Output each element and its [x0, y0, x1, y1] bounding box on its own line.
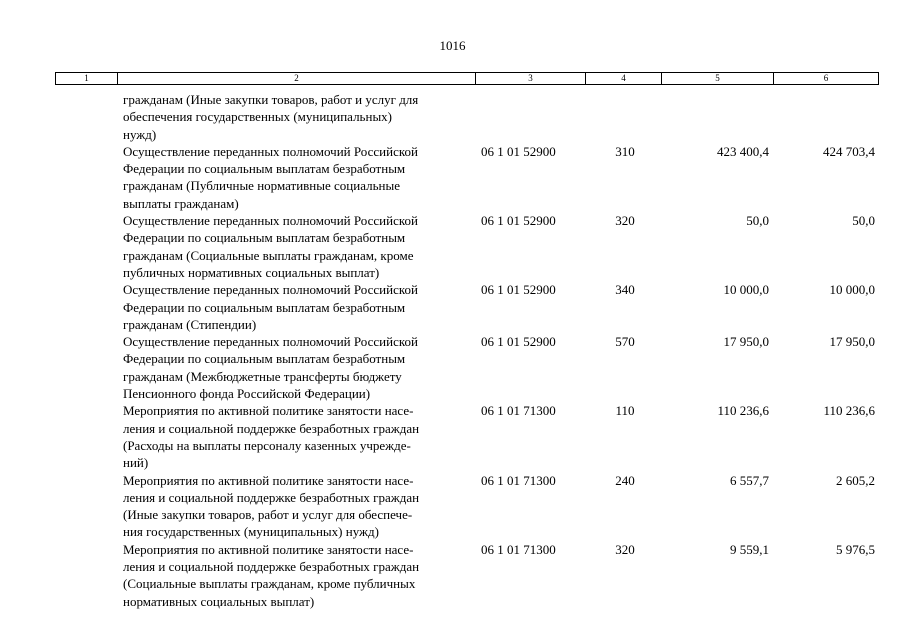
header-col-2: 2	[118, 73, 476, 84]
header-col-3: 3	[476, 73, 586, 84]
row-name: Осуществление переданных полномочий Российской Федерации по социальным выплатам безработным гражданам (Публичные нормативные социальные выплаты гражданам)	[123, 143, 418, 211]
table-row	[55, 541, 879, 610]
table-row	[55, 212, 879, 281]
table-row	[55, 402, 879, 471]
row-code: 06 1 01 52900	[481, 213, 556, 229]
row-code: 06 1 01 71300	[481, 403, 556, 419]
row-expense-type: 110	[615, 403, 635, 419]
row-value-year-2: 5 976,5	[836, 541, 875, 557]
row-value-year-1: 9 559,1	[730, 541, 769, 557]
row-value-year-2: 2 605,2	[836, 472, 875, 488]
table-body	[55, 91, 879, 610]
table-row	[55, 333, 879, 402]
row-value-year-2: 110 236,6	[823, 403, 875, 419]
row-code: 06 1 01 52900	[481, 282, 556, 298]
header-col-6: 6	[823, 73, 829, 83]
row-value-year-2: 10 000,0	[829, 282, 875, 298]
header-col-1: 1	[56, 73, 118, 84]
row-value-year-1: 50,0	[746, 213, 769, 229]
row-expense-type: 310	[615, 143, 635, 159]
row-name: Осуществление переданных полномочий Российской Федерации по социальным выплатам безработным гражданам (Стипендии)	[123, 282, 418, 332]
row-value-year-1: 423 400,4	[717, 143, 769, 159]
row-name: Мероприятия по активной политике занятости насе- ления и социальной поддержке безработных граждан (Иные закупки товаров, работ и услуг для обеспече- ния государственных (муниципальных) нужд)	[123, 472, 420, 540]
table-row	[55, 281, 879, 333]
row-code: 06 1 01 71300	[481, 472, 556, 488]
row-value-year-2: 50,0	[852, 213, 875, 229]
row-expense-type: 340	[615, 282, 635, 298]
row-value-year-1: 6 557,7	[730, 472, 769, 488]
page-number: 1016	[439, 38, 466, 53]
row-name: Осуществление переданных полномочий Российской Федерации по социальным выплатам безработным гражданам (Межбюджетные трансферты бюджету Пенсионного фонда Российской Федерации)	[123, 334, 418, 402]
table-row	[55, 143, 879, 212]
row-name: Мероприятия по активной политике занятости насе- ления и социальной поддержке безработных граждан (Социальные выплаты гражданам, кроме публичных нормативных социальных выплат)	[123, 541, 420, 609]
table-row	[55, 91, 879, 143]
row-name: гражданам (Иные закупки товаров, работ и услуг для обеспечения государственных (муниципальных) нужд)	[123, 92, 419, 142]
row-name: Осуществление переданных полномочий Российской Федерации по социальным выплатам безработным гражданам (Социальные выплаты гражданам, кроме публичных нормативных социальных выплат)	[123, 213, 418, 280]
row-value-year-1: 17 950,0	[723, 334, 769, 350]
row-code: 06 1 01 71300	[481, 541, 556, 557]
row-value-year-2: 17 950,0	[829, 334, 875, 350]
row-value-year-1: 10 000,0	[723, 282, 769, 298]
row-expense-type: 320	[615, 541, 635, 557]
row-expense-type: 320	[615, 213, 635, 229]
row-expense-type: 570	[615, 334, 635, 350]
row-value-year-2: 424 703,4	[823, 143, 875, 159]
row-value-year-1: 110 236,6	[717, 403, 769, 419]
table-row	[55, 472, 879, 541]
row-expense-type: 240	[615, 472, 635, 488]
row-name: Мероприятия по активной политике занятости насе- ления и социальной поддержке безработных граждан (Расходы на выплаты персоналу казенных учрежде- ний)	[123, 403, 420, 471]
header-col-4: 4	[586, 73, 662, 84]
header-col-5: 5	[662, 73, 774, 84]
row-code: 06 1 01 52900	[481, 143, 556, 159]
table-header	[55, 72, 879, 85]
row-code: 06 1 01 52900	[481, 334, 556, 350]
